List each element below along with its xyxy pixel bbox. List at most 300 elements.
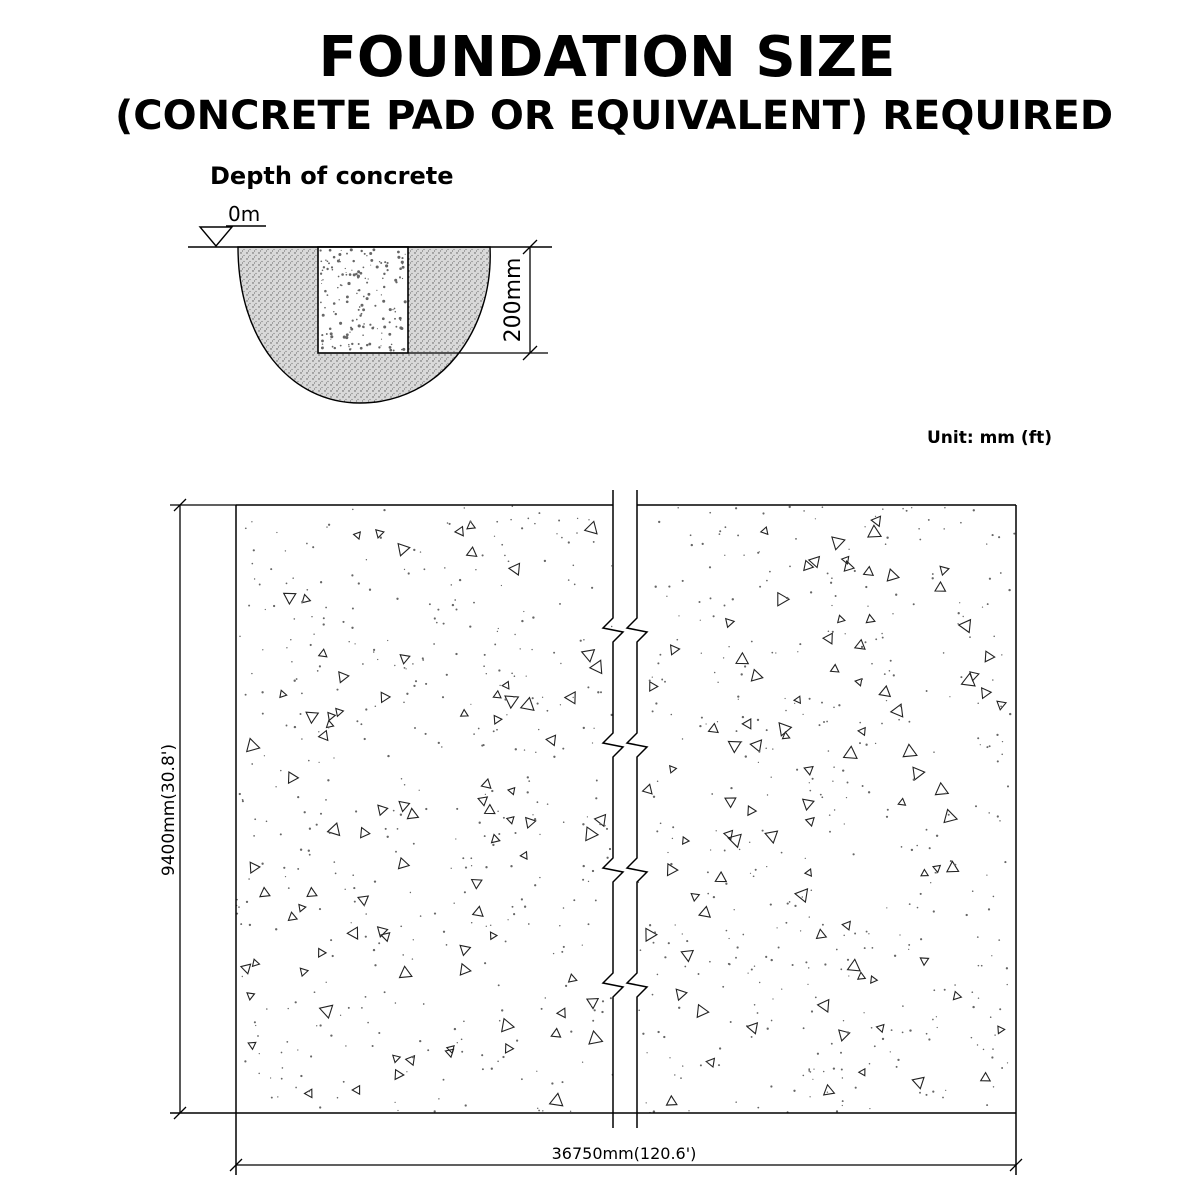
concrete-speckle [333,256,336,259]
stipple-dot [842,1077,843,1078]
stipple-dot [420,551,421,552]
stipple-dot [498,628,499,629]
stipple-dot [754,965,755,966]
stipple-dot [871,1027,873,1029]
stipple-dot [265,609,266,610]
concrete-speckle [380,262,382,264]
stipple-dot [413,685,415,687]
stipple-dot [861,678,863,680]
stipple-dot [809,782,810,783]
stipple-dot [290,639,291,640]
concrete-speckle [395,281,397,283]
stipple-dot [251,673,252,674]
stipple-dot [653,796,655,798]
stipple-dot [829,831,831,833]
stipple-dot [328,524,330,526]
stipple-dot [538,729,539,730]
concrete-speckle [345,336,348,339]
stipple-dot [425,808,427,810]
concrete-speckle [333,302,336,305]
stipple-dot [611,565,612,566]
stipple-dot [560,663,561,664]
stipple-dot [958,612,960,614]
stipple-dot [889,670,891,672]
stipple-dot [314,991,316,993]
stipple-dot [251,521,252,522]
concrete-speckle [405,254,406,255]
stipple-dot [786,597,788,599]
stipple-dot [765,748,767,750]
stipple-dot [544,560,546,562]
stipple-dot [743,554,744,555]
stipple-dot [538,1110,540,1112]
stipple-dot [668,586,670,588]
stipple-dot [344,889,345,890]
stipple-dot [591,587,593,589]
stipple-dot [809,1096,810,1097]
stipple-dot [943,652,945,654]
stipple-dot [969,636,971,638]
stipple-dot [504,698,506,700]
stipple-dot [577,518,578,519]
concrete-speckle [389,346,392,349]
stipple-dot [485,794,486,795]
stipple-dot [741,741,742,742]
stipple-dot [270,568,272,570]
stipple-dot [827,572,829,574]
stipple-dot [954,984,956,986]
stipple-dot [294,680,296,682]
stipple-dot [749,842,750,843]
stipple-dot [809,790,811,792]
stipple-dot [649,679,651,681]
concrete-speckle [338,276,340,278]
stipple-dot [378,942,380,944]
stipple-dot [943,528,945,530]
concrete-speckle [351,343,353,345]
stipple-dot [319,908,321,910]
concrete-speckle [369,252,372,255]
stipple-dot [340,1015,341,1016]
stipple-dot [275,786,276,787]
stipple-dot [404,784,406,786]
stipple-dot [992,1048,994,1050]
concrete-speckle [384,261,386,263]
stipple-dot [691,544,693,546]
stipple-dot [425,683,427,685]
stipple-dot [802,1075,804,1077]
stipple-dot [486,673,487,674]
stipple-dot [259,1053,260,1054]
stipple-dot [400,925,402,927]
concrete-speckle [389,308,392,311]
stipple-dot [717,682,718,683]
stipple-dot [932,573,934,575]
stipple-dot [936,1016,937,1017]
stipple-dot [936,835,938,837]
stipple-dot [1007,984,1008,985]
concrete-speckle [370,265,371,266]
stipple-dot [319,1106,321,1108]
stipple-dot [840,1052,842,1054]
stipple-dot [524,906,526,908]
stipple-dot [709,566,711,568]
concrete-speckle [383,273,385,275]
stipple-dot [387,755,389,757]
stipple-dot [590,1005,591,1006]
stipple-dot [611,626,612,627]
stipple-dot [918,528,920,530]
stipple-dot [882,637,884,639]
stipple-dot [271,1097,273,1099]
concrete-speckle [350,348,351,349]
stipple-dot [722,986,724,988]
stipple-dot [911,507,912,508]
stipple-dot [993,896,995,898]
concrete-speckle [397,251,400,254]
stipple-dot [497,810,499,812]
stipple-dot [461,1038,463,1040]
stipple-dot [978,965,980,967]
stipple-dot [375,706,377,708]
stipple-dot [395,851,397,853]
concrete-speckle [388,333,391,336]
stipple-dot [868,933,869,934]
stipple-dot [766,729,768,731]
stipple-dot [285,550,286,551]
stipple-dot [365,913,367,915]
stipple-dot [930,882,931,883]
stipple-dot [535,752,536,753]
stipple-dot [822,924,824,926]
stipple-dot [986,543,987,544]
stipple-dot [406,668,407,669]
stipple-dot [253,549,255,551]
stipple-dot [661,679,663,681]
stipple-dot [397,1110,398,1111]
stipple-dot [769,571,771,573]
stipple-dot [470,704,471,705]
stipple-dot [283,867,285,869]
stipple-dot [531,649,532,650]
stipple-dot [797,651,798,652]
concrete-speckle [363,323,365,325]
concrete-speckle [404,300,407,303]
stipple-dot [848,975,849,976]
stipple-dot [526,675,527,676]
stipple-dot [734,909,735,910]
stipple-dot [434,1110,436,1112]
stipple-dot [469,521,471,523]
stipple-dot [499,1020,501,1022]
concrete-speckle [349,332,350,333]
stipple-dot [412,1056,414,1058]
stipple-dot [767,1028,769,1030]
stipple-dot [259,584,261,586]
stipple-dot [280,770,281,771]
concrete-speckle [326,268,328,270]
stipple-dot [1002,741,1003,742]
stipple-dot [794,703,795,704]
stipple-dot [744,665,746,667]
stipple-dot [688,1110,689,1111]
stipple-dot [587,686,589,688]
stipple-dot [828,750,830,752]
stipple-dot [332,955,334,957]
stipple-dot [944,989,946,991]
stipple-dot [986,746,988,748]
stipple-dot [425,733,427,735]
concrete-pad-plan [159,490,1022,1175]
stipple-dot [408,572,410,574]
stipple-dot [453,902,454,903]
stipple-dot [403,702,405,704]
stipple-dot [295,1087,297,1089]
stipple-dot [609,848,611,850]
stipple-dot [356,720,358,722]
stipple-dot [757,719,759,721]
stipple-dot [536,1071,537,1072]
concrete-speckle [362,334,364,336]
stipple-dot [367,1022,369,1024]
stipple-dot [718,1064,720,1066]
stipple-dot [875,638,877,640]
stipple-dot [515,748,517,750]
stipple-dot [843,1020,844,1021]
stipple-dot [698,973,700,975]
concrete-speckle [366,282,368,284]
concrete-speckle [327,260,329,262]
stipple-dot [682,580,684,582]
stipple-dot [553,652,555,654]
stipple-dot [824,963,826,965]
stipple-dot [738,699,739,700]
stipple-dot [980,744,981,745]
stipple-dot [373,651,375,653]
stipple-dot [604,825,606,827]
stipple-dot [908,944,910,946]
stipple-dot [655,586,657,588]
stipple-dot [404,667,406,669]
stipple-dot [719,530,721,532]
stipple-dot [890,660,892,662]
stipple-dot [580,640,582,642]
stipple-dot [795,538,797,540]
stipple-dot [871,663,873,665]
stipple-dot [561,537,563,539]
stipple-dot [682,1065,683,1066]
stipple-dot [419,790,420,791]
stipple-dot [280,833,282,835]
stipple-dot [308,760,310,762]
stipple-dot [534,818,536,820]
concrete-speckle [348,346,349,347]
stipple-dot [933,989,935,991]
concrete-speckle [328,262,330,264]
concrete-speckle [358,309,360,311]
stipple-dot [937,1027,938,1028]
stipple-dot [568,541,570,543]
stipple-dot [724,605,726,607]
stipple-dot [326,526,327,527]
stipple-dot [810,591,812,593]
stipple-dot [925,1094,927,1096]
concrete-speckle [366,344,368,346]
stipple-dot [576,532,578,534]
stipple-dot [682,738,683,739]
stipple-dot [1007,785,1009,787]
stipple-dot [959,602,960,603]
stipple-dot [909,903,911,905]
stipple-dot [562,748,564,750]
stipple-dot [546,710,548,712]
concrete-speckle [320,302,322,304]
stipple-dot [960,676,962,678]
stipple-dot [527,791,529,793]
stipple-dot [270,1077,271,1078]
stipple-dot [400,814,402,816]
concrete-speckle [341,285,342,286]
concrete-speckle [366,297,369,300]
stipple-dot [981,965,983,967]
stipple-dot [799,643,801,645]
stipple-dot [874,1045,876,1047]
stipple-dot [316,824,318,826]
concrete-speckle [324,290,327,293]
stipple-dot [251,763,253,765]
stipple-dot [811,890,813,892]
stipple-dot [762,512,764,514]
concrete-speckle [391,344,393,346]
stipple-dot [512,506,514,508]
stipple-dot [447,522,449,524]
stipple-dot [993,636,995,638]
stipple-dot [741,673,743,675]
stipple-dot [911,849,913,851]
stipple-dot [932,1091,934,1093]
stipple-dot [785,710,787,712]
stipple-dot [945,792,947,794]
stipple-dot [847,1031,849,1033]
stipple-dot [739,849,741,851]
stipple-dot [539,877,540,878]
stipple-dot [886,537,888,539]
stipple-dot [377,659,378,660]
stipple-dot [707,871,709,873]
stipple-dot [406,1071,407,1072]
stipple-dot [542,1110,543,1111]
stipple-dot [446,944,448,946]
stipple-dot [242,800,244,802]
stipple-dot [714,672,716,674]
stipple-dot [642,1033,644,1035]
stipple-dot [593,728,594,729]
stipple-dot [988,812,990,814]
stipple-dot [759,586,761,588]
stipple-dot [700,620,701,621]
concrete-speckle [339,322,342,325]
stipple-dot [491,1068,493,1070]
stipple-dot [933,751,935,753]
stipple-dot [286,725,288,727]
stipple-dot [496,521,498,523]
stipple-dot [455,653,457,655]
stipple-dot [842,769,844,771]
stipple-dot [767,794,768,795]
page-title: FOUNDATION SIZE [318,25,896,90]
concrete-speckle [399,277,401,279]
concrete-speckle [381,339,382,340]
concrete-speckle [364,253,366,255]
stipple-dot [892,613,893,614]
stipple-dot [928,1038,930,1040]
stipple-dot [822,506,824,508]
stipple-dot [657,780,659,782]
stipple-dot [992,534,994,536]
stipple-dot [663,1036,665,1038]
stipple-dot [831,577,833,579]
stipple-dot [498,984,500,986]
stipple-dot [443,623,445,625]
stipple-dot [493,730,495,732]
stipple-dot [833,1067,835,1069]
stipple-dot [997,760,999,762]
stipple-dot [815,518,816,519]
stipple-dot [894,955,896,957]
stipple-dot [587,816,588,817]
stipple-dot [528,923,530,925]
concrete-speckle [399,318,401,320]
stipple-dot [527,776,529,778]
stipple-dot [484,654,486,656]
concrete-speckle [360,250,362,252]
stipple-dot [352,509,354,511]
stipple-dot [865,744,867,746]
stipple-dot [351,574,353,576]
stipple-dot [916,845,918,847]
stipple-dot [492,844,494,846]
stipple-dot [372,1045,374,1047]
concrete-speckle [329,327,332,330]
stipple-dot [698,601,700,603]
stipple-dot [513,913,515,915]
stipple-dot [300,849,302,851]
stipple-dot [521,1078,523,1080]
concrete-speckle [326,333,328,335]
stipple-dot [239,793,241,795]
stipple-dot [594,1009,596,1011]
stipple-dot [527,518,529,520]
concrete-speckle [373,327,375,329]
stipple-dot [242,976,243,977]
stipple-dot [384,991,386,993]
stipple-dot [491,790,493,792]
concrete-speckle [330,332,333,335]
stipple-dot [254,578,255,579]
stipple-dot [1013,533,1015,535]
stipple-dot [817,1053,819,1055]
stipple-dot [991,1056,993,1058]
stipple-dot [592,870,594,872]
stipple-dot [570,1031,572,1033]
concrete-speckle [330,335,333,338]
stipple-dot [454,599,456,601]
stipple-dot [987,603,989,605]
stipple-dot [772,748,773,749]
concrete-speckle [346,274,348,276]
stipple-dot [538,512,540,514]
stipple-dot [735,507,737,509]
